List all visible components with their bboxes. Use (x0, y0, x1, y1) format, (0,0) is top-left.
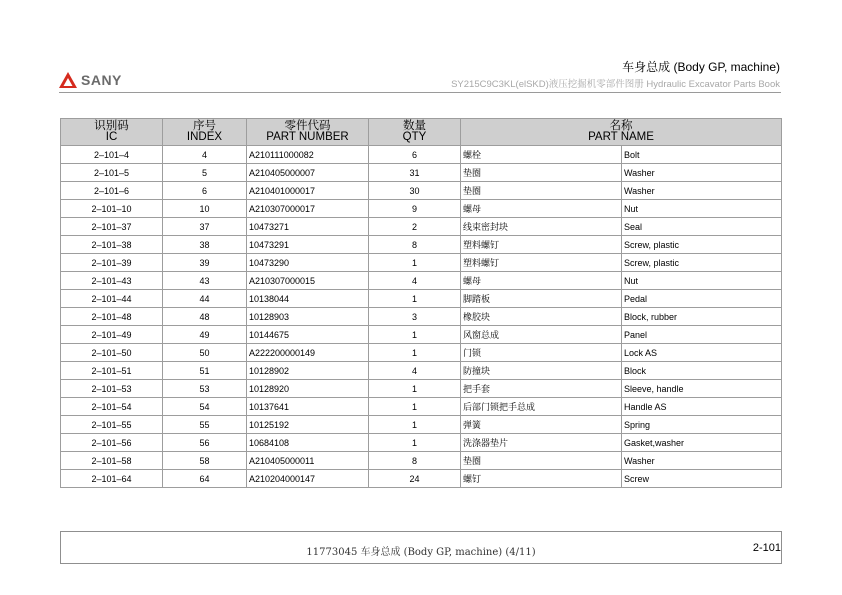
cell-ic: 2–101–37 (61, 218, 163, 236)
table-row (61, 344, 782, 362)
cell-name-cn: 门锁 (461, 344, 622, 362)
cell-part-number: A210405000011 (247, 452, 369, 470)
cell-index: 54 (163, 398, 247, 416)
cell-name-en: Handle AS (622, 398, 782, 416)
cell-index: 37 (163, 218, 247, 236)
cell-ic: 2–101–6 (61, 182, 163, 200)
cell-index: 51 (163, 362, 247, 380)
table-row (61, 236, 782, 254)
cell-part-number: 10125192 (247, 416, 369, 434)
cell-part-number: A210111000082 (247, 146, 369, 164)
cell-ic: 2–101–64 (61, 470, 163, 488)
cell-index: 64 (163, 470, 247, 488)
cell-name-cn: 把手套 (461, 380, 622, 398)
cell-qty: 1 (369, 398, 461, 416)
cell-ic: 2–101–48 (61, 308, 163, 326)
table-header-row (61, 119, 782, 146)
cell-part-number: 10137641 (247, 398, 369, 416)
cell-part-number: A210307000015 (247, 272, 369, 290)
table-row (61, 416, 782, 434)
cell-qty: 4 (369, 362, 461, 380)
cell-ic: 2–101–43 (61, 272, 163, 290)
cell-name-en: Lock AS (622, 344, 782, 362)
cell-qty: 1 (369, 344, 461, 362)
cell-name-en: Washer (622, 182, 782, 200)
cell-ic: 2–101–55 (61, 416, 163, 434)
cell-part-number: 10144675 (247, 326, 369, 344)
cell-index: 38 (163, 236, 247, 254)
footer-text: 11773045 车身总成 (Body GP, machine) (4/11) (306, 547, 536, 558)
cell-qty: 1 (369, 434, 461, 452)
table-row (61, 272, 782, 290)
table-row (61, 200, 782, 218)
cell-qty: 1 (369, 326, 461, 344)
cell-ic: 2–101–56 (61, 434, 163, 452)
cell-qty: 1 (369, 416, 461, 434)
cell-ic: 2–101–53 (61, 380, 163, 398)
cell-qty: 8 (369, 452, 461, 470)
cell-ic: 2–101–5 (61, 164, 163, 182)
cell-index: 44 (163, 290, 247, 308)
cell-index: 39 (163, 254, 247, 272)
table-row (61, 326, 782, 344)
cell-part-number: A210307000017 (247, 200, 369, 218)
table-row (61, 470, 782, 488)
cell-qty: 31 (369, 164, 461, 182)
cell-name-en: Washer (622, 452, 782, 470)
cell-part-number: 10684108 (247, 434, 369, 452)
cell-index: 6 (163, 182, 247, 200)
page-number: 2-101 (752, 542, 781, 554)
cell-part-number: A210204000147 (247, 470, 369, 488)
cell-part-number: A210401000017 (247, 182, 369, 200)
cell-name-en: Seal (622, 218, 782, 236)
cell-part-number: 10128920 (247, 380, 369, 398)
parts-table (60, 118, 782, 488)
cell-part-number: 10128903 (247, 308, 369, 326)
cell-index: 53 (163, 380, 247, 398)
cell-qty: 4 (369, 272, 461, 290)
parts-table-body (61, 146, 782, 488)
brand-name: SANY (81, 72, 122, 88)
cell-name-cn: 垫圈 (461, 452, 622, 470)
cell-name-en: Panel (622, 326, 782, 344)
cell-ic: 2–101–4 (61, 146, 163, 164)
table-row (61, 146, 782, 164)
header-qty: 数量 QTY (369, 119, 461, 146)
cell-name-cn: 脚踏板 (461, 290, 622, 308)
table-row (61, 308, 782, 326)
cell-name-cn: 塑料螺钉 (461, 254, 622, 272)
footer (60, 531, 782, 564)
cell-name-en: Block (622, 362, 782, 380)
cell-ic: 2–101–51 (61, 362, 163, 380)
table-row (61, 182, 782, 200)
header-index: 序号 INDEX (163, 119, 247, 146)
cell-part-number: 10473291 (247, 236, 369, 254)
table-row (61, 290, 782, 308)
cell-name-cn: 螺栓 (461, 146, 622, 164)
cell-name-cn: 线束密封块 (461, 218, 622, 236)
cell-ic: 2–101–10 (61, 200, 163, 218)
cell-name-cn: 弹簧 (461, 416, 622, 434)
header-divider (59, 92, 781, 93)
cell-name-en: Screw, plastic (622, 254, 782, 272)
cell-part-number: 10138044 (247, 290, 369, 308)
cell-index: 50 (163, 344, 247, 362)
cell-name-cn: 后部门锁把手总成 (461, 398, 622, 416)
cell-index: 48 (163, 308, 247, 326)
sany-logo (59, 72, 122, 88)
cell-name-cn: 垫圈 (461, 182, 622, 200)
table-row (61, 452, 782, 470)
cell-ic: 2–101–50 (61, 344, 163, 362)
table-row (61, 254, 782, 272)
cell-qty: 8 (369, 236, 461, 254)
header-ic: 识别码 IC (61, 119, 163, 146)
cell-name-en: Screw (622, 470, 782, 488)
cell-name-cn: 橡胶块 (461, 308, 622, 326)
cell-qty: 1 (369, 254, 461, 272)
cell-qty: 1 (369, 290, 461, 308)
cell-part-number: 10128902 (247, 362, 369, 380)
table-row (61, 164, 782, 182)
cell-name-cn: 螺钉 (461, 470, 622, 488)
cell-name-en: Pedal (622, 290, 782, 308)
sany-logo-icon (59, 72, 77, 88)
cell-part-number: 10473290 (247, 254, 369, 272)
cell-ic: 2–101–58 (61, 452, 163, 470)
cell-part-number: A222200000149 (247, 344, 369, 362)
cell-name-cn: 风窗总成 (461, 326, 622, 344)
cell-qty: 24 (369, 470, 461, 488)
cell-index: 43 (163, 272, 247, 290)
cell-index: 56 (163, 434, 247, 452)
cell-name-cn: 垫圈 (461, 164, 622, 182)
cell-qty: 30 (369, 182, 461, 200)
cell-name-cn: 塑料螺钉 (461, 236, 622, 254)
cell-index: 4 (163, 146, 247, 164)
table-row (61, 218, 782, 236)
cell-ic: 2–101–44 (61, 290, 163, 308)
page-subtitle: SY215C9C3KL(elSKD)液压挖掘机零部件图册 Hydraulic Excavator Parts Book (451, 79, 780, 90)
header-part-name: 名称 PART NAME (461, 119, 782, 146)
cell-part-number: A210405000007 (247, 164, 369, 182)
table-row (61, 362, 782, 380)
cell-qty: 3 (369, 308, 461, 326)
cell-name-en: Washer (622, 164, 782, 182)
cell-index: 58 (163, 452, 247, 470)
cell-ic: 2–101–49 (61, 326, 163, 344)
cell-index: 5 (163, 164, 247, 182)
cell-ic: 2–101–54 (61, 398, 163, 416)
table-row (61, 380, 782, 398)
cell-ic: 2–101–38 (61, 236, 163, 254)
cell-name-en: Nut (622, 272, 782, 290)
cell-name-en: Bolt (622, 146, 782, 164)
cell-name-cn: 防撞块 (461, 362, 622, 380)
cell-name-cn: 螺母 (461, 272, 622, 290)
table-row (61, 398, 782, 416)
cell-index: 49 (163, 326, 247, 344)
cell-ic: 2–101–39 (61, 254, 163, 272)
cell-name-cn: 洗涤器垫片 (461, 434, 622, 452)
cell-name-en: Gasket,washer (622, 434, 782, 452)
cell-name-en: Block, rubber (622, 308, 782, 326)
cell-index: 55 (163, 416, 247, 434)
cell-name-en: Sleeve, handle (622, 380, 782, 398)
cell-index: 10 (163, 200, 247, 218)
cell-qty: 1 (369, 380, 461, 398)
page-title: 车身总成 (Body GP, machine) (622, 60, 780, 74)
header-part-number: 零件代码 PART NUMBER (247, 119, 369, 146)
cell-part-number: 10473271 (247, 218, 369, 236)
cell-qty: 6 (369, 146, 461, 164)
cell-qty: 9 (369, 200, 461, 218)
cell-name-cn: 螺母 (461, 200, 622, 218)
table-row (61, 434, 782, 452)
cell-name-en: Screw, plastic (622, 236, 782, 254)
cell-name-en: Spring (622, 416, 782, 434)
cell-qty: 2 (369, 218, 461, 236)
cell-name-en: Nut (622, 200, 782, 218)
